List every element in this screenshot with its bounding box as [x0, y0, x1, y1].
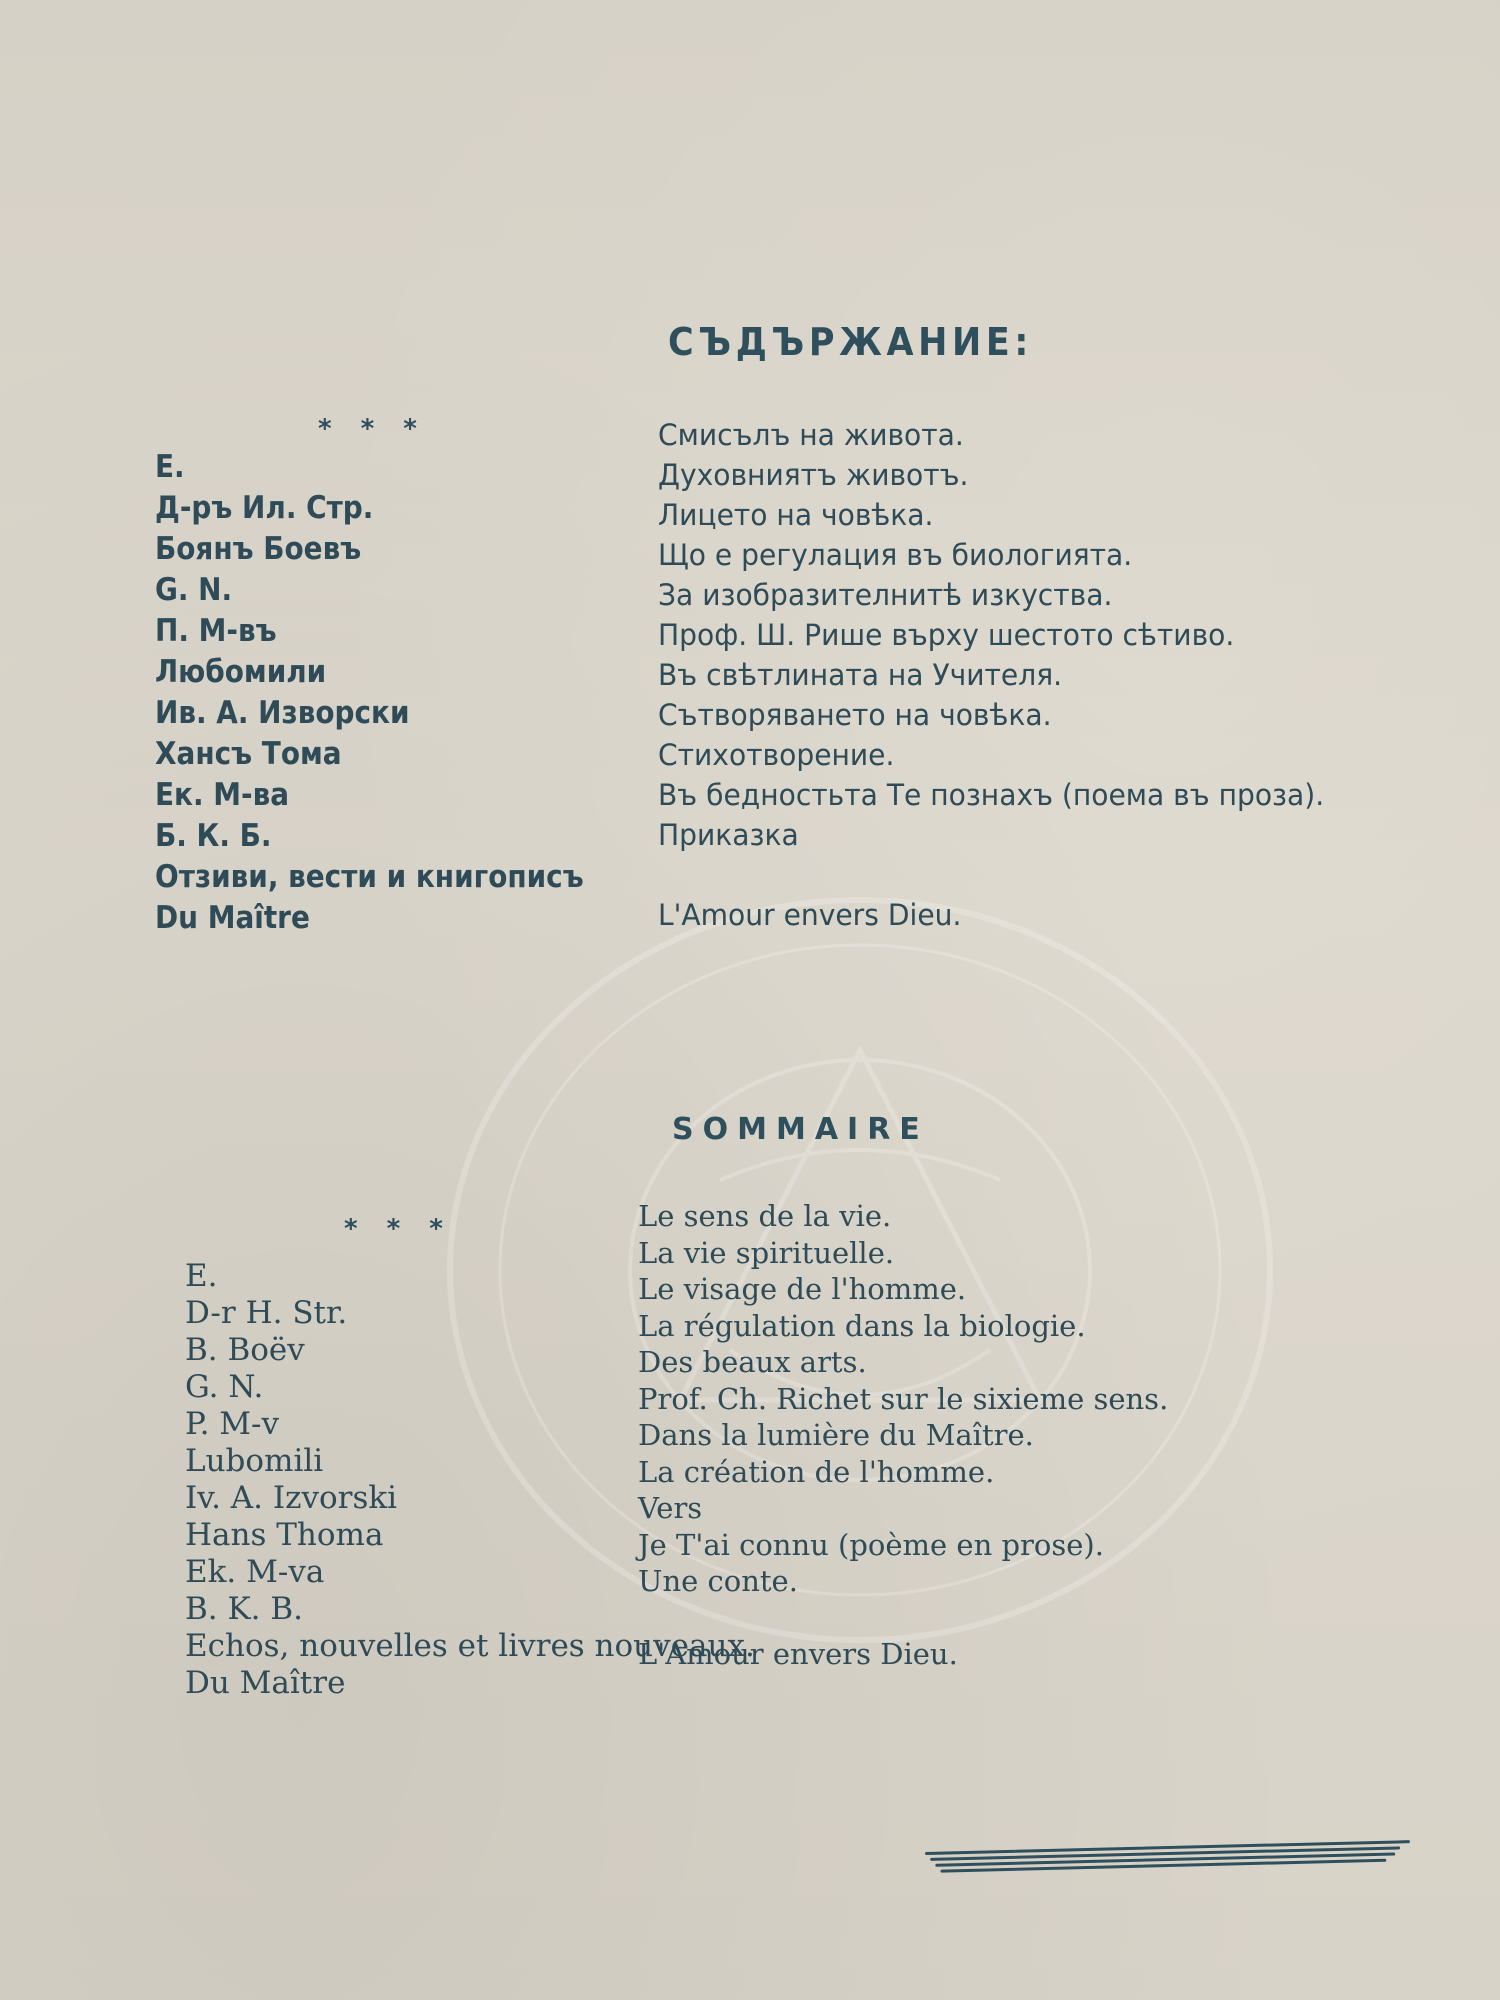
- list-item: Приказка: [658, 818, 799, 852]
- list-item: E.: [185, 1258, 218, 1294]
- list-item: G. N.: [185, 1369, 264, 1405]
- list-item: Le sens de la vie.: [638, 1199, 892, 1233]
- list-item: Echos, nouvelles et livres nouveaux.: [185, 1628, 755, 1664]
- list-item: Une conte.: [638, 1564, 798, 1598]
- decorative-rule: [925, 1840, 1410, 1874]
- list-item: Ив. А. Изворски: [155, 695, 410, 731]
- list-item: B. K. B.: [185, 1591, 303, 1627]
- list-item: Любомили: [155, 654, 327, 690]
- list-item: L'Amour envers Dieu.: [658, 898, 962, 932]
- list-item: Des beaux arts.: [638, 1345, 867, 1379]
- list-item: Сътворяването на човѣка.: [658, 698, 1052, 732]
- list-item: Проф. Ш. Рише върху шестото сѣтиво.: [658, 618, 1235, 652]
- contents-heading: СЪДЪРЖАНИЕ:: [668, 320, 1033, 364]
- sommaire-titles-list: [638, 1198, 1168, 1673]
- list-item: Смисълъ на живота.: [658, 418, 964, 452]
- list-item: Le visage de l'homme.: [638, 1272, 967, 1306]
- list-item: Du Maître: [155, 900, 310, 936]
- list-item: [638, 1600, 1168, 1637]
- list-item: La vie spirituelle.: [638, 1235, 895, 1270]
- list-item: Лицето на човѣка.: [658, 498, 934, 532]
- list-item: Въ бедностьта Те познахъ (поема въ проза).: [658, 778, 1325, 812]
- list-item: П. М-въ: [155, 613, 277, 649]
- list-item: За изобразителнитѣ изкуства.: [658, 578, 1113, 612]
- list-item: B. Boёv: [185, 1332, 305, 1368]
- list-item: Prof. Ch. Richet sur le sixieme sens.: [638, 1381, 1169, 1416]
- stars-ornament: * * *: [344, 1214, 453, 1244]
- list-item: Ek. M-va: [185, 1554, 325, 1590]
- list-item: La création de l'homme.: [638, 1454, 995, 1489]
- list-item: Що е регулация въ биологията.: [658, 538, 1133, 572]
- list-item: D-r H. Str.: [185, 1295, 348, 1331]
- list-item: Боянъ Боевъ: [155, 531, 362, 567]
- list-item: Iv. A. Izvorski: [185, 1480, 398, 1516]
- list-item: Въ свѣтлината на Учителя.: [658, 658, 1063, 692]
- list-item: P. M-v: [185, 1406, 280, 1442]
- list-item: La régulation dans la biologie.: [638, 1308, 1086, 1343]
- list-item: Отзиви, вести и книгописъ: [155, 859, 584, 895]
- list-item: Du Maître: [185, 1665, 346, 1701]
- list-item: Je T'ai connu (poème en prose).: [638, 1527, 1104, 1562]
- contents-authors-list: [155, 447, 584, 939]
- list-item: Б. К. Б.: [155, 818, 272, 854]
- list-item: Dans la lumière du Maître.: [638, 1418, 1034, 1452]
- stars-ornament: * * *: [318, 414, 427, 444]
- list-item: L'Amour envers Dieu.: [638, 1637, 958, 1671]
- list-item: G. N.: [155, 572, 233, 608]
- list-item: Lubomili: [185, 1443, 324, 1479]
- list-item: Hans Thoma: [185, 1517, 384, 1553]
- list-item: Е.: [155, 449, 185, 485]
- list-item: Ек. М-ва: [155, 777, 290, 813]
- contents-titles-list: [658, 415, 1324, 935]
- list-item: [658, 855, 1324, 895]
- list-item: Стихотворение.: [658, 738, 895, 772]
- list-item: Хансъ Тома: [155, 736, 342, 772]
- list-item: Д-ръ Ил. Стр.: [155, 490, 374, 526]
- list-item: Vers: [638, 1491, 703, 1525]
- sommaire-heading: SOMMAIRE: [672, 1112, 929, 1147]
- list-item: Духовниятъ животъ.: [658, 458, 969, 492]
